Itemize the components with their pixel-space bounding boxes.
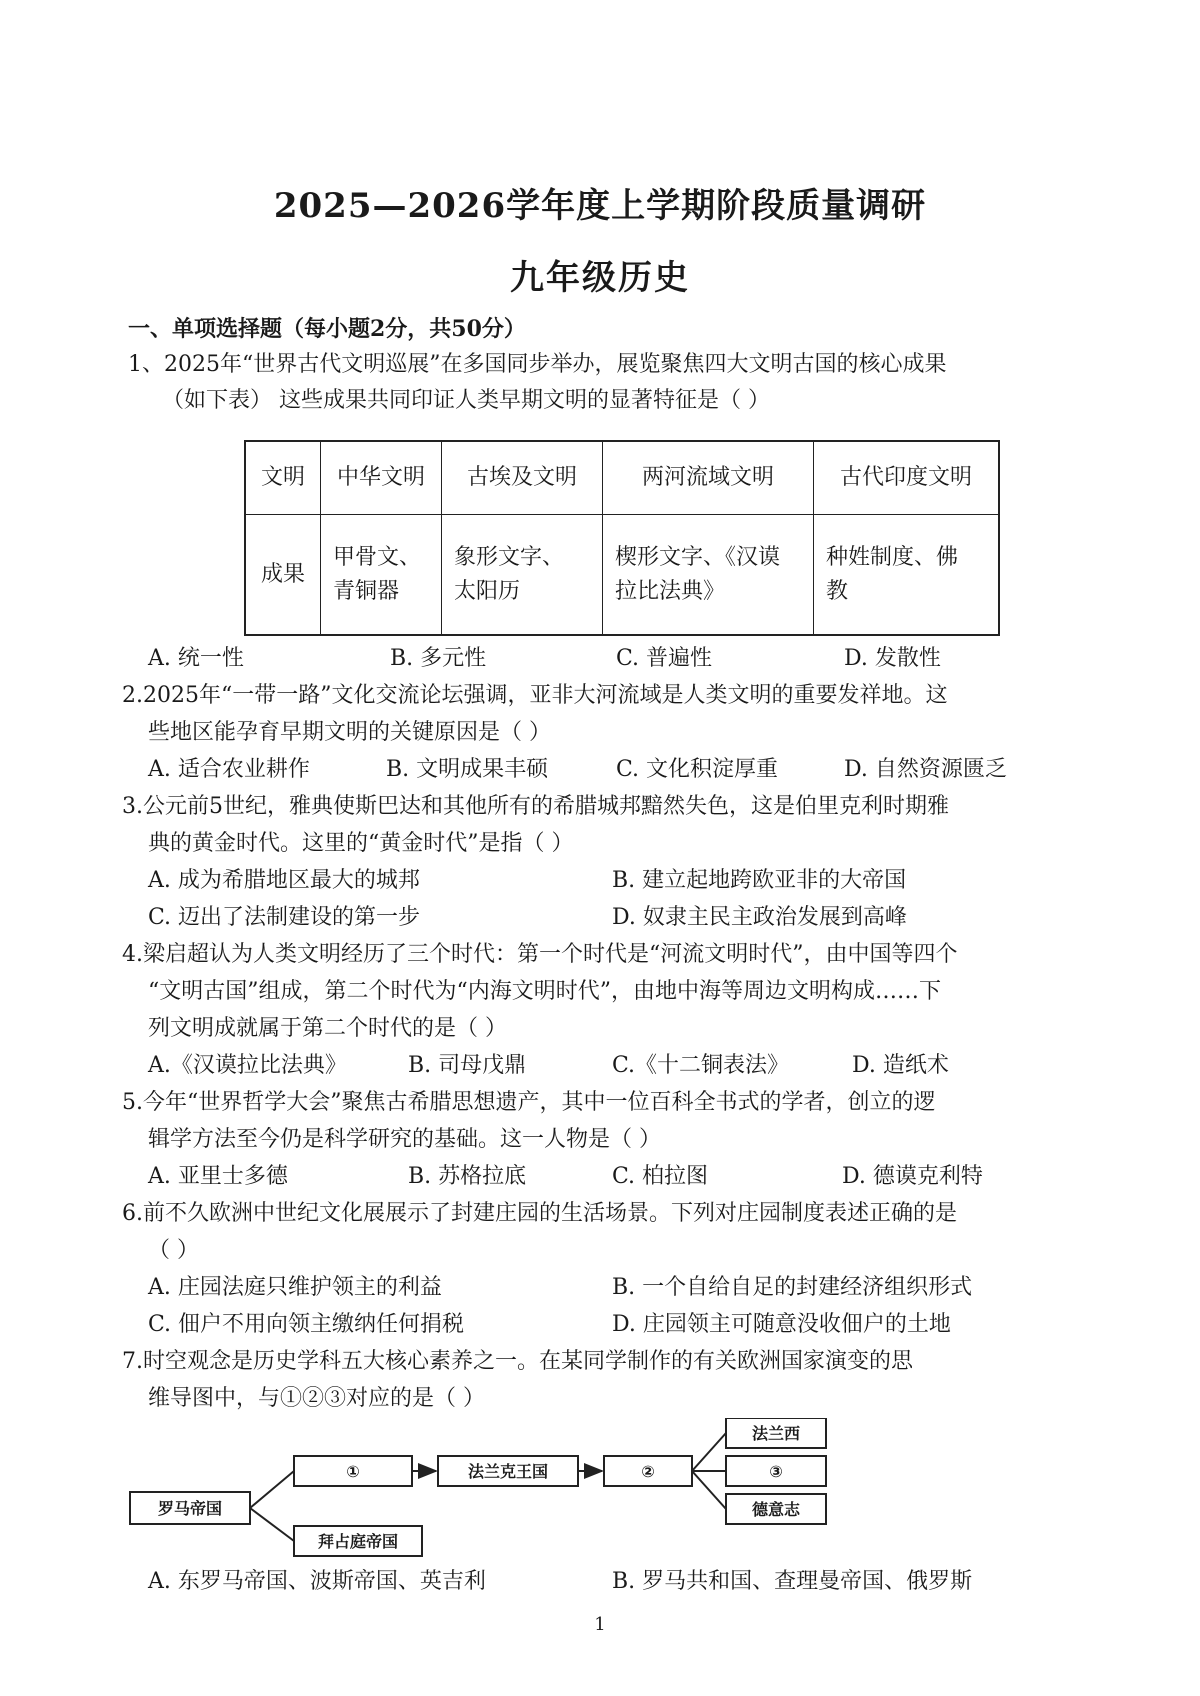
q6-option-b: B. 一个自给自足的封建经济组织形式 bbox=[612, 1275, 973, 1300]
table-cell: 象形文字、 太阳历 bbox=[442, 515, 603, 636]
q6-option-c: C. 佃户不用向领主缴纳任何捐税 bbox=[148, 1312, 465, 1337]
q7-line-2: 维导图中，与①②③对应的是（ ） bbox=[148, 1386, 485, 1411]
table-cell: 甲骨文、 青铜器 bbox=[321, 515, 442, 636]
table-cell: 楔形文字、《汉谟 拉比法典》 bbox=[603, 515, 814, 636]
table-row bbox=[245, 515, 999, 636]
q7-line-1: 7.时空观念是历史学科五大核心素养之一。在某同学制作的有关欧洲国家演变的思 bbox=[122, 1349, 913, 1374]
q5-line-2: 辑学方法至今仍是科学研究的基础。这一人物是（ ） bbox=[148, 1127, 661, 1152]
q6-line-1: 6.前不久欧洲中世纪文化展展示了封建庄园的生活场景。下列对庄园制度表述正确的是 bbox=[122, 1201, 957, 1226]
q4-line-2: “文明古国”组成，第二个时代为“内海文明时代”，由地中海等周边文明构成……下 bbox=[148, 979, 941, 1004]
label-byzantine: 拜占庭帝国 bbox=[317, 1532, 399, 1551]
edge-2-germany bbox=[692, 1471, 726, 1509]
q5-option-d: D. 德谟克利特 bbox=[842, 1164, 983, 1189]
table-header-cell: 古代印度文明 bbox=[814, 441, 1000, 515]
q7-option-a: A. 东罗马帝国、波斯帝国、英吉利 bbox=[148, 1569, 486, 1594]
section-heading: 一、单项选择题（每小题2分，共50分） bbox=[128, 316, 526, 342]
table-header-cell: 两河流域文明 bbox=[603, 441, 814, 515]
q2-option-c: C. 文化积淀厚重 bbox=[616, 757, 779, 782]
q7-option-b: B. 罗马共和国、查理曼帝国、俄罗斯 bbox=[612, 1569, 973, 1594]
mind-map-diagram bbox=[128, 1418, 848, 1558]
q5-line-1: 5.今年“世界哲学大会”聚焦古希腊思想遗产，其中一位百科全书式的学者，创立的逻 bbox=[122, 1090, 936, 1115]
q6-option-a: A. 庄园法庭只维护领主的利益 bbox=[148, 1275, 442, 1300]
q3-option-a: A. 成为希腊地区最大的城邦 bbox=[148, 868, 420, 893]
table-header-cell: 文明 bbox=[245, 441, 321, 515]
q5-option-c: C. 柏拉图 bbox=[612, 1164, 709, 1189]
label-frankish-kingdom: 法兰克王国 bbox=[467, 1462, 549, 1481]
exam-title: 2025—2026学年度上学期阶段质量调研 bbox=[273, 186, 927, 226]
q2-option-b: B. 文明成果丰硕 bbox=[386, 757, 549, 782]
q3-line-2: 典的黄金时代。这里的“黄金时代”是指（ ） bbox=[148, 831, 574, 856]
q2-option-d: D. 自然资源匮乏 bbox=[844, 757, 1007, 782]
label-france: 法兰西 bbox=[751, 1424, 801, 1443]
q4-line-3: 列文明成就属于第二个时代的是（ ） bbox=[148, 1016, 507, 1041]
q3-option-d: D. 奴隶主民主政治发展到高峰 bbox=[612, 905, 907, 930]
civilization-table bbox=[244, 440, 1000, 636]
q4-line-1: 4.梁启超认为人类文明经历了三个时代：第一个时代是“河流文明时代”，由中国等四个 bbox=[122, 942, 958, 967]
table-cell: 种姓制度、佛 教 bbox=[814, 515, 1000, 636]
label-germany: 德意志 bbox=[751, 1500, 801, 1519]
q4-option-d: D. 造纸术 bbox=[852, 1053, 949, 1078]
q2-option-a: A. 适合农业耕作 bbox=[148, 757, 310, 782]
q3-option-c: C. 迈出了法制建设的第一步 bbox=[148, 905, 421, 930]
q4-option-b: B. 司母戊鼎 bbox=[408, 1053, 527, 1078]
exam-subtitle: 九年级历史 bbox=[510, 258, 690, 298]
table-header-cell: 中华文明 bbox=[321, 441, 442, 515]
label-roman-empire: 罗马帝国 bbox=[157, 1499, 223, 1518]
q2-line-2: 些地区能孕育早期文明的关键原因是（ ） bbox=[148, 720, 551, 745]
edge-rome-1 bbox=[250, 1471, 294, 1508]
q3-line-1: 3.公元前5世纪，雅典使斯巴达和其他所有的希腊城邦黯然失色，这是伯里克利时期雅 bbox=[122, 794, 949, 819]
label-node-2: ② bbox=[641, 1462, 655, 1481]
q5-option-b: B. 苏格拉底 bbox=[408, 1164, 527, 1189]
page-number: 1 bbox=[594, 1614, 606, 1635]
label-node-1: ① bbox=[346, 1462, 360, 1481]
q1-option-b: B. 多元性 bbox=[390, 646, 487, 671]
q1-option-c: C. 普遍性 bbox=[616, 646, 713, 671]
q1-line-1: 1、2025年“世界古代文明巡展”在多国同步举办，展览聚焦四大文明古国的核心成果 bbox=[128, 352, 947, 377]
table-row-label: 成果 bbox=[245, 515, 321, 636]
table-header-row bbox=[245, 441, 999, 515]
q6-option-d: D. 庄园领主可随意没收佃户的土地 bbox=[612, 1312, 951, 1337]
q2-line-1: 2.2025年“一带一路”文化交流论坛强调，亚非大河流域是人类文明的重要发祥地。这 bbox=[122, 683, 948, 708]
q1-option-d: D. 发散性 bbox=[844, 646, 941, 671]
table-header-cell: 古埃及文明 bbox=[442, 441, 603, 515]
edge-rome-byzantine bbox=[250, 1508, 294, 1541]
q3-option-b: B. 建立起地跨欧亚非的大帝国 bbox=[612, 868, 907, 893]
edge-2-france bbox=[692, 1433, 726, 1471]
q4-option-a: A.《汉谟拉比法典》 bbox=[148, 1053, 347, 1078]
q4-option-c: C.《十二铜表法》 bbox=[612, 1053, 790, 1078]
q5-option-a: A. 亚里士多德 bbox=[148, 1164, 288, 1189]
label-node-3: ③ bbox=[769, 1462, 783, 1481]
q1-line-2: （如下表） 这些成果共同印证人类早期文明的显著特征是（ ） bbox=[162, 388, 770, 413]
q6-line-2: （ ） bbox=[148, 1238, 199, 1263]
q1-option-a: A. 统一性 bbox=[148, 646, 244, 671]
